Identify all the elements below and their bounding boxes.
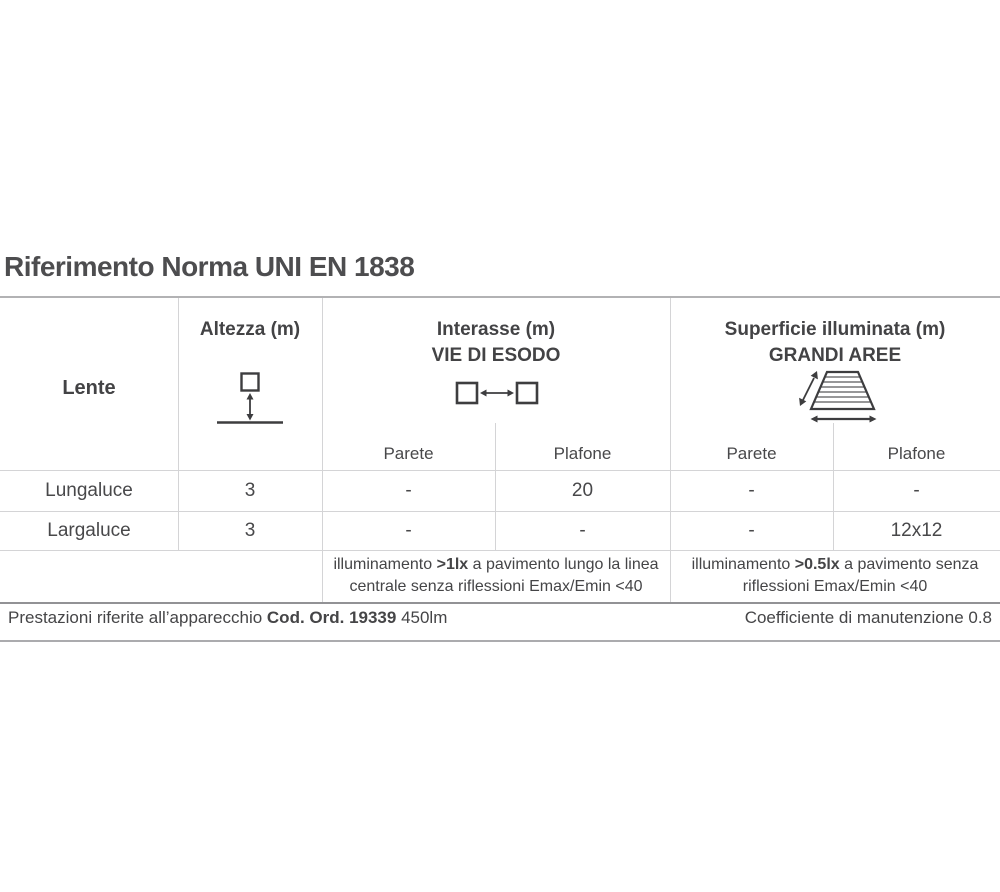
row-divider-2 [0, 550, 1000, 551]
column-header-lente: Lente [62, 377, 116, 399]
subheader-superficie-plafone: Plafone [887, 444, 946, 463]
cell-interasse-plafone: 20 [571, 479, 594, 501]
footer-text: Prestazioni riferite all’apparecchio [8, 608, 267, 627]
cell-interasse-plafone: - [579, 519, 586, 541]
footnote-vie-di-esodo [326, 554, 666, 598]
cell-altezza: 3 [244, 479, 256, 501]
table-bottom-border [0, 602, 1000, 604]
footer-maintenance-factor: Coefficiente di manutenzione 0.8 [744, 608, 992, 627]
cell-superficie-parete: - [748, 519, 755, 541]
cell-altezza: 3 [244, 519, 256, 541]
footer-bottom-border [0, 640, 1000, 642]
height-from-floor-icon [210, 372, 290, 430]
spacing-between-luminaires-icon [455, 378, 539, 408]
column-header-interasse-line1: Interasse (m) [436, 319, 556, 340]
footnote-text: a pavimento senza riflessioni Emax/Emin <40 [742, 556, 979, 595]
column-header-superficie [670, 317, 1000, 369]
page-title: Riferimento Norma UNI EN 1838 [4, 251, 415, 282]
column-header-superficie-line1: Superficie illuminata (m) [724, 319, 946, 340]
cell-superficie-plafone: 12x12 [890, 519, 943, 541]
footnote-bold-value: >1lx [436, 556, 469, 573]
footnote-grandi-aree [676, 554, 994, 598]
footer-order-code: Cod. Ord. 19339 [266, 608, 397, 627]
column-header-altezza: Altezza (m) [199, 319, 301, 340]
column-header-interasse-line2: VIE DI ESODO [431, 345, 561, 366]
footnote-text: illuminamento [691, 556, 795, 573]
table-row [0, 511, 1000, 550]
illuminated-area-icon [795, 365, 881, 427]
subheader-superficie-parete: Parete [726, 444, 777, 463]
cell-interasse-parete: - [405, 519, 412, 541]
column-header-interasse [322, 317, 670, 369]
table-row [0, 470, 1000, 511]
column-header-superficie-line2: GRANDI AREE [768, 345, 902, 366]
cell-lente: Lungaluce [45, 479, 133, 501]
footnote-bold-value: >0.5lx [794, 556, 840, 573]
footnote-text: illuminamento [333, 556, 437, 573]
subheader-interasse-plafone: Plafone [553, 444, 612, 463]
cell-interasse-parete: - [405, 479, 412, 501]
footer-lumen-value: 450lm [396, 608, 448, 627]
table-top-border [0, 296, 1000, 298]
cell-lente: Largaluce [47, 519, 131, 541]
subheader-interasse-parete: Parete [383, 444, 434, 463]
footer-performance-note [8, 608, 447, 628]
footnote-text: a pavimento lungo la linea centrale senza riflessioni Emax/Emin <40 [349, 556, 659, 595]
cell-superficie-plafone: - [913, 479, 920, 501]
cell-superficie-parete: - [748, 479, 755, 501]
